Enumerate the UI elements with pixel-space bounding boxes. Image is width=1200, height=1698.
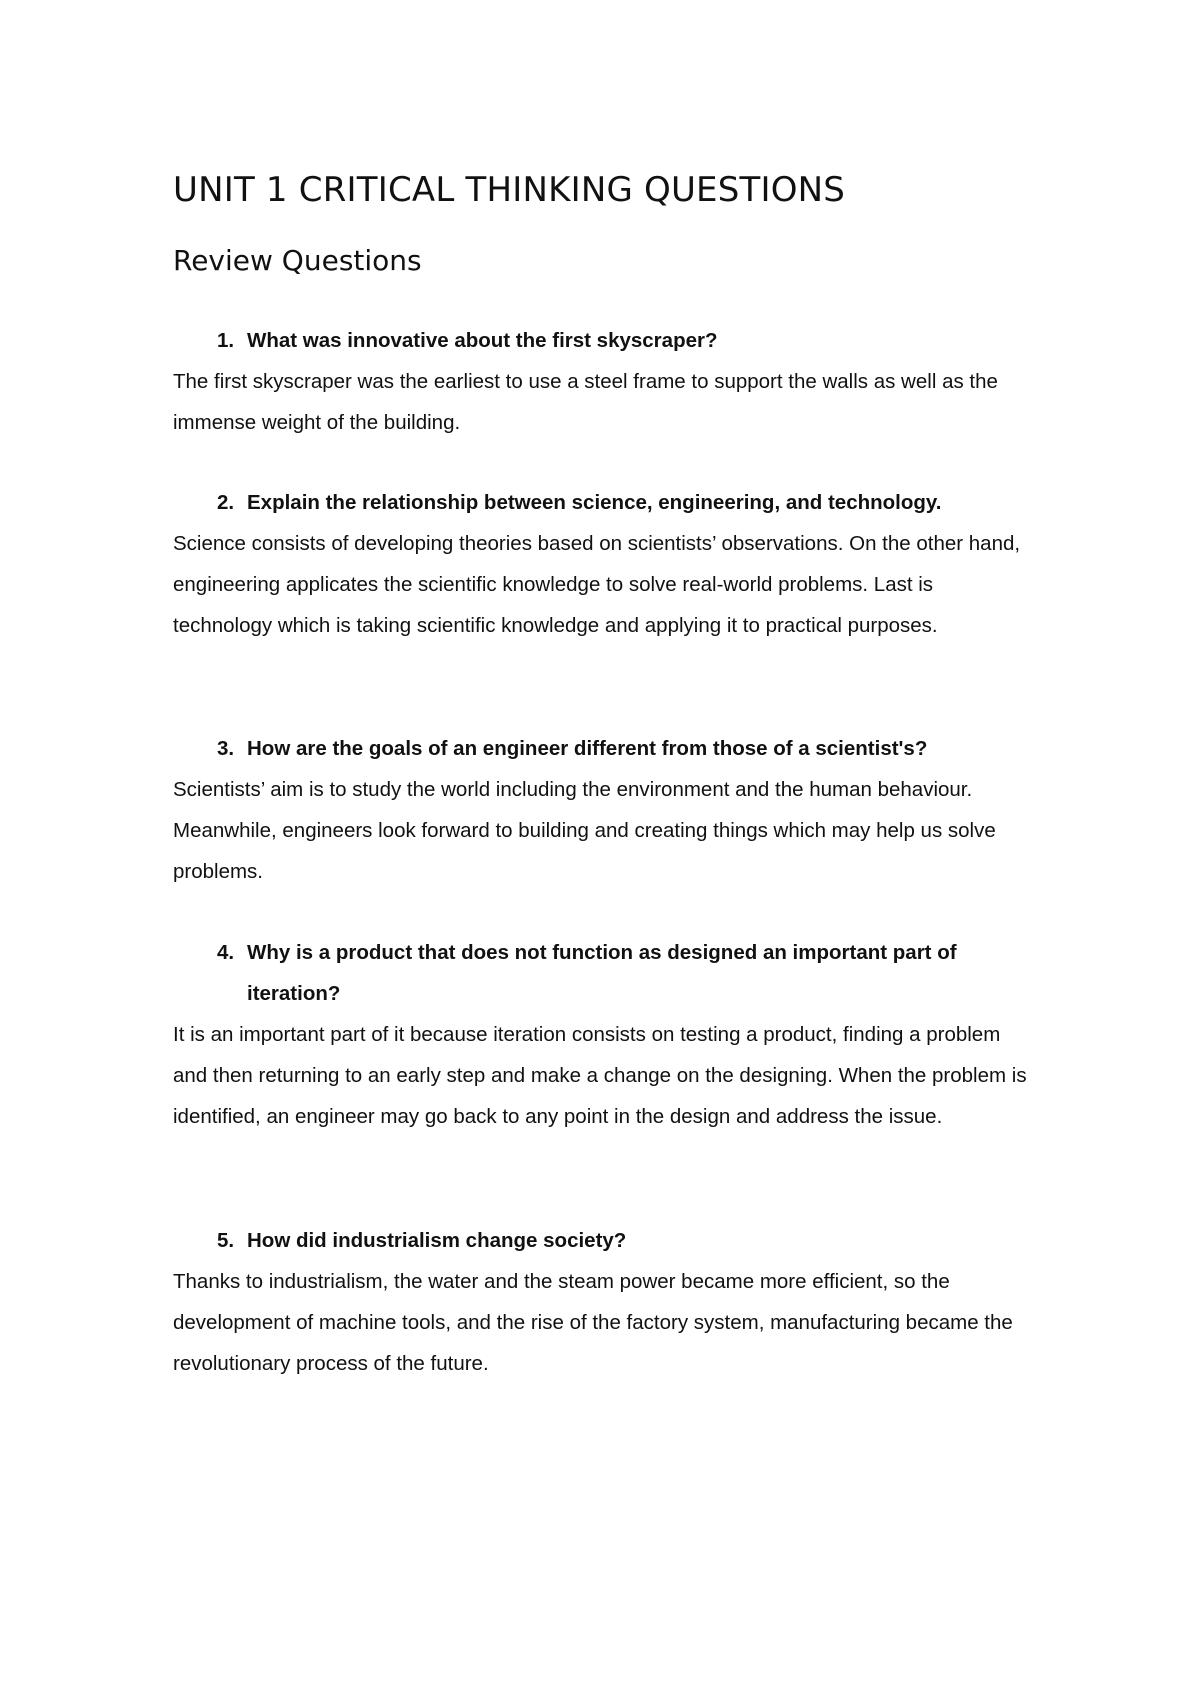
answer-3: Scientists’ aim is to study the world including the environment and the human behaviour. Meanwhile, engineers look forward to building and creating things which may help us solve problems. bbox=[173, 778, 996, 883]
question-block-5 bbox=[173, 1220, 1053, 1384]
answer-2: Science consists of developing theories based on scientists’ observations. On the other hand, engineering applicates the scientific knowledge to solve real-world problems. Last is technology which is taking scientific knowledge and applying it to practical purposes. bbox=[173, 532, 1021, 637]
question-text: What was innovative about the first skyscraper? bbox=[247, 329, 718, 352]
question-number: 3. bbox=[217, 737, 235, 760]
question-block-1 bbox=[173, 320, 1053, 443]
question-1 bbox=[173, 320, 1053, 361]
question-number: 1. bbox=[217, 329, 235, 352]
question-text: How did industrialism change society? bbox=[247, 1229, 627, 1252]
question-block-2 bbox=[173, 482, 1053, 646]
question-block-4 bbox=[173, 932, 1053, 1137]
question-number: 2. bbox=[217, 491, 235, 514]
question-block-3 bbox=[173, 728, 1053, 892]
question-number: 5. bbox=[217, 1229, 235, 1252]
question-3 bbox=[173, 728, 1053, 769]
answer-1: The first skyscraper was the earliest to use a steel frame to support the walls as well as the immense weight of the building. bbox=[173, 370, 998, 434]
document-title: UNIT 1 CRITICAL THINKING QUESTIONS bbox=[173, 170, 846, 210]
question-text: How are the goals of an engineer different from those of a scientist's? bbox=[247, 737, 928, 760]
question-text: Why is a product that does not function as designed an important part of iteration? bbox=[247, 941, 957, 1005]
question-4 bbox=[173, 932, 1053, 1014]
question-5 bbox=[173, 1220, 1053, 1261]
answer-5: Thanks to industrialism, the water and the steam power became more efficient, so the development of machine tools, and the rise of the factory system, manufacturing became the revolutionary process of the future. bbox=[173, 1270, 1013, 1375]
question-text: Explain the relationship between science, engineering, and technology. bbox=[247, 491, 942, 514]
section-heading: Review Questions bbox=[173, 244, 422, 277]
question-2 bbox=[173, 482, 1053, 523]
answer-4: It is an important part of it because iteration consists on testing a product, finding a problem and then returning to an early step and make a change on the designing. When the problem is identified, an engineer may go back to any point in the design and address the issue. bbox=[173, 1023, 1027, 1128]
question-number: 4. bbox=[217, 941, 235, 964]
